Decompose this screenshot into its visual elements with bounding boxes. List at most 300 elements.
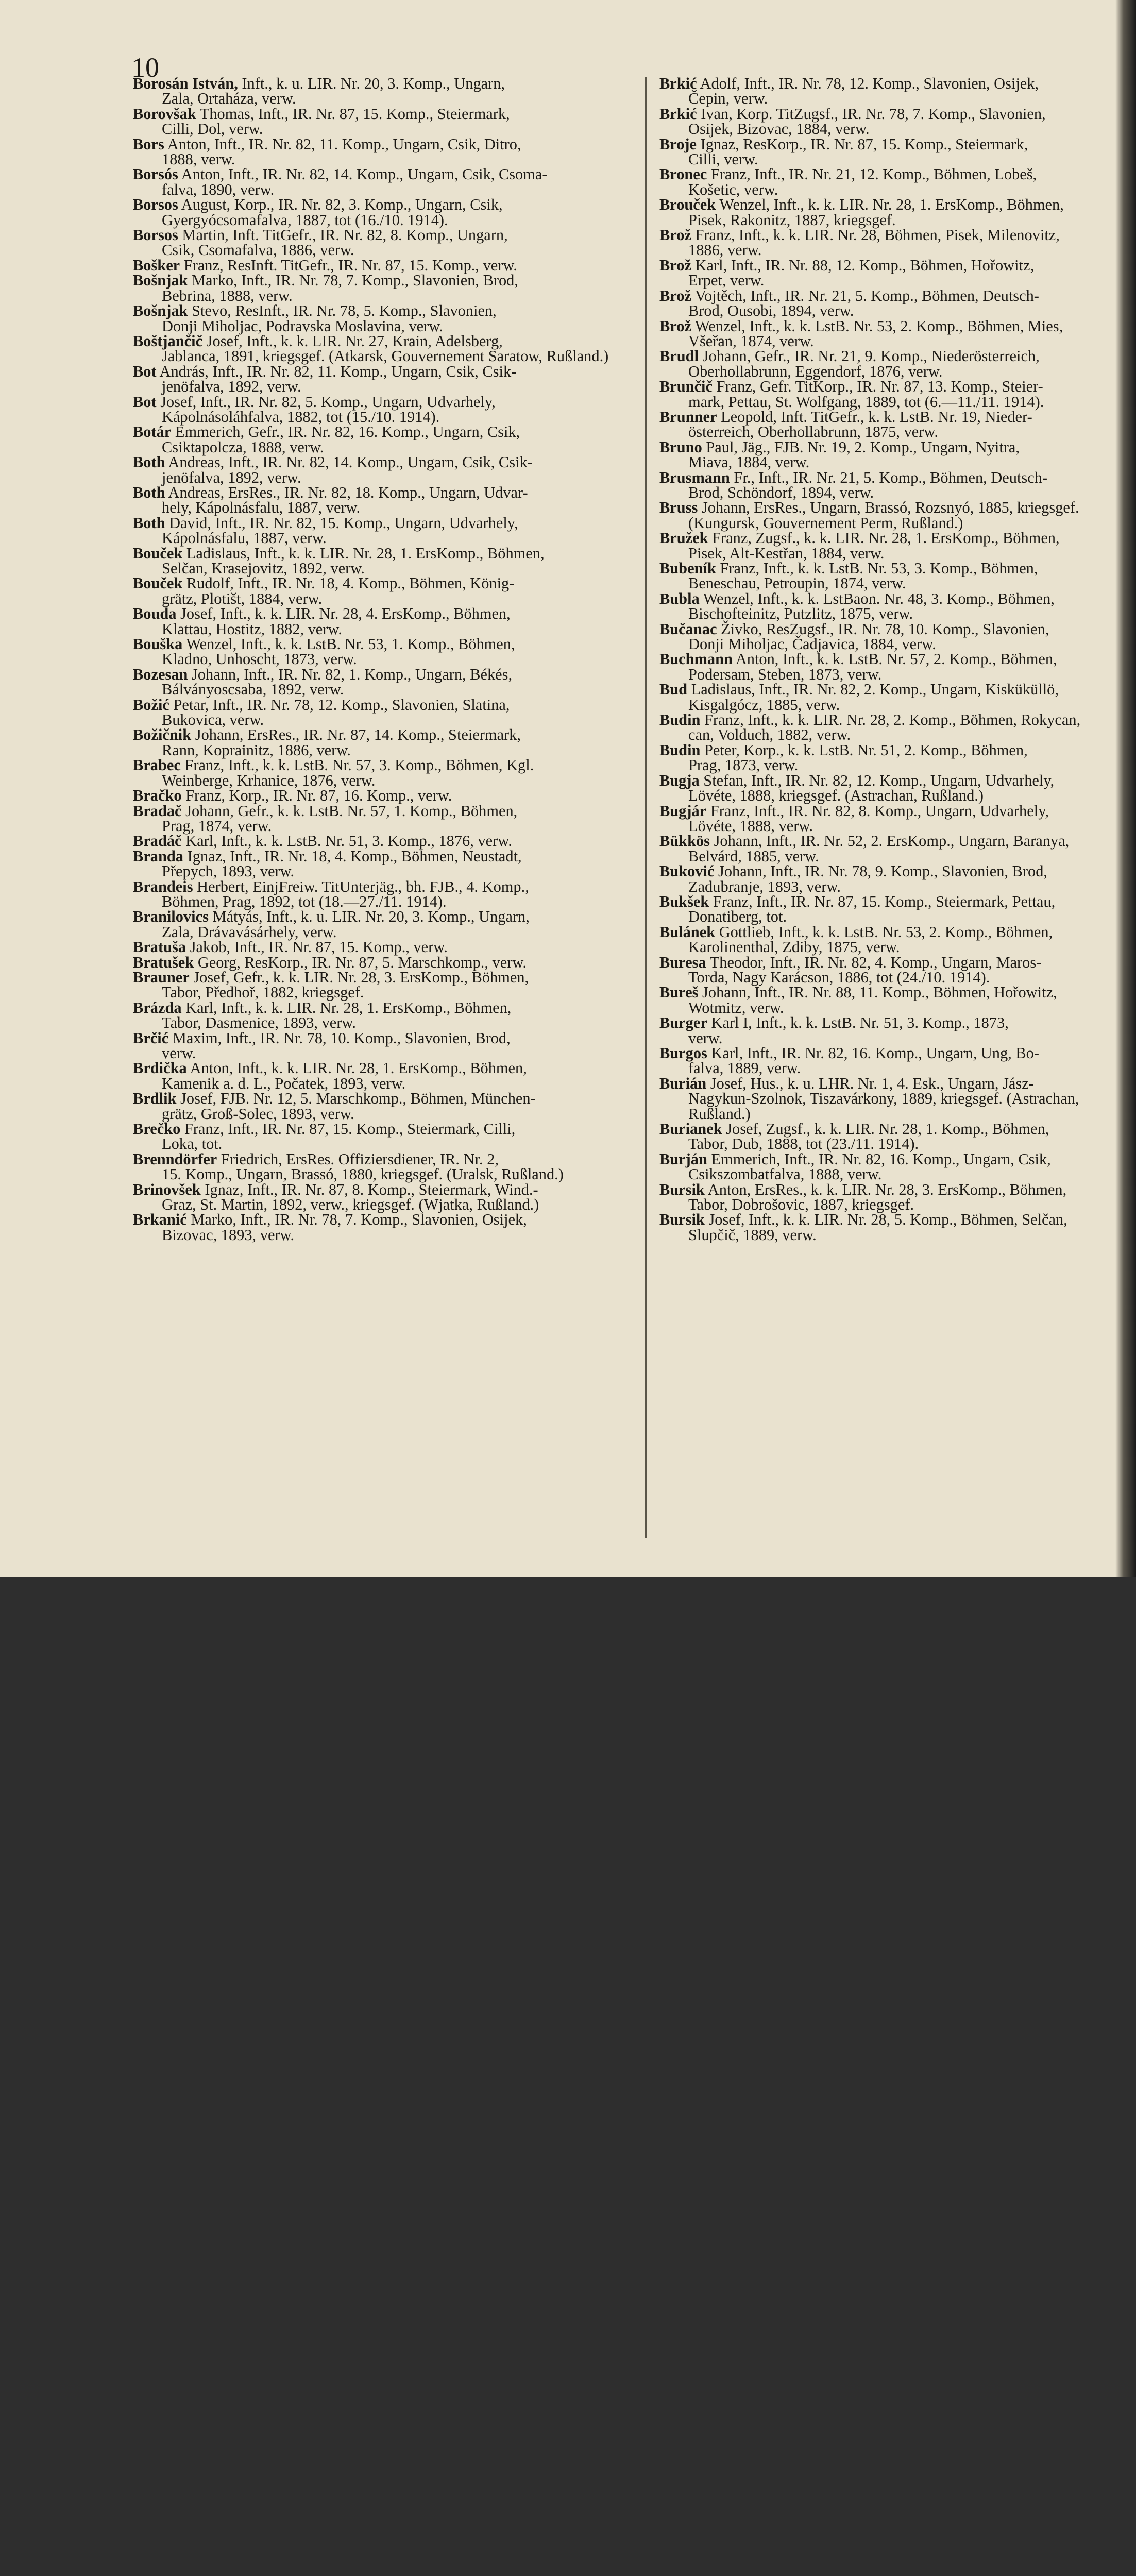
- entry-details: Josef, Gefr., k. k. LIR. Nr. 28, 3. ErsKomp., Böhmen,: [193, 968, 529, 986]
- entry-details: Franz, Korp., IR. Nr. 87, 16. Komp., verw.: [185, 787, 452, 805]
- entry-surname: Budin: [659, 741, 701, 759]
- entry-surname: Burianek: [659, 1120, 722, 1138]
- register-entry: [659, 773, 1126, 804]
- entry-continuation: jenöfalva, 1892, verw.: [162, 378, 301, 396]
- entry-details: Franz, Inft., k. k. LIR. Nr. 28, 2. Komp., Böhmen, Rokycan,: [704, 711, 1081, 729]
- entry-details: Maxim, Inft., IR. Nr. 78, 10. Komp., Slavonien, Brod,: [172, 1029, 511, 1047]
- entry-continuation: Tabor, Dasmenice, 1893, verw.: [162, 1014, 356, 1032]
- entry-surname: Bošnjak: [133, 272, 188, 290]
- register-entry: [133, 1212, 633, 1243]
- entry-surname: Burján: [659, 1150, 707, 1168]
- entry-continuation: Cilli, verw.: [688, 150, 758, 168]
- entry-continuation: Csiktapolcza, 1888, verw.: [162, 438, 324, 456]
- entry-surname: Bubeník: [659, 560, 716, 577]
- entry-details: Johann, Inft., IR. Nr. 82, 1. Komp., Ungarn, Békés,: [191, 665, 513, 683]
- register-entry: [133, 879, 633, 910]
- entry-continuation: Kamenik a. d. L., Počatek, 1893, verw.: [162, 1074, 406, 1092]
- register-entry: [659, 107, 1126, 137]
- register-entry: [659, 864, 1126, 894]
- entry-surname: Bruss: [659, 499, 698, 517]
- entry-surname: Buković: [659, 862, 715, 880]
- entry-surname: Brož: [659, 226, 691, 244]
- entry-surname: Broje: [659, 135, 697, 153]
- entry-surname: Bouda: [133, 605, 177, 623]
- entry-details: Ignaz, Inft., IR. Nr. 87, 8. Komp., Steiermark, Wind.-: [205, 1180, 538, 1198]
- entry-details: Franz, Inft., IR. Nr. 21, 12. Komp., Böhmen, Lobeš,: [710, 165, 1037, 183]
- entry-surname: Bud: [659, 681, 688, 699]
- register-entry: [659, 137, 1126, 167]
- register-entry: [659, 1182, 1126, 1213]
- register-entry: [659, 349, 1126, 379]
- entry-continuation: Bálványoscsaba, 1892, verw.: [162, 681, 344, 699]
- register-entry: [659, 804, 1126, 834]
- register-entry: [133, 364, 633, 395]
- entry-details: Josef, Inft., k. k. LIR. Nr. 28, 4. ErsKomp., Böhmen,: [180, 605, 511, 623]
- entry-details: Anton, Inft., IR. Nr. 82, 14. Komp., Ungarn, Csik, Csoma-: [181, 165, 548, 183]
- entry-surname: Bursik: [659, 1211, 705, 1229]
- register-entry: [133, 303, 633, 334]
- entry-details: Wenzel, Inft., k. k. LstB. Nr. 53, 1. Komp., Böhmen,: [186, 635, 515, 653]
- entry-surname: Brusmann: [659, 468, 730, 486]
- entry-continuation: 1888, verw.: [162, 150, 235, 168]
- entry-details: Petar, Inft., IR. Nr. 78, 12. Komp., Slavonien, Slatina,: [173, 696, 510, 714]
- entry-details: Marko, Inft., IR. Nr. 78, 7. Komp., Slavonien, Brod,: [192, 272, 518, 290]
- entry-surname: Brkanić: [133, 1211, 187, 1229]
- entry-continuation: mark, Pettau, St. Wolfgang, 1889, tot (6.—11./11. 1914).: [688, 393, 1044, 411]
- entry-details: Stevo, ResInft., IR. Nr. 78, 5. Komp., Slavonien,: [192, 302, 497, 320]
- entry-continuation: Donji Miholjac, Podravska Moslavina, verw.: [162, 317, 443, 335]
- entry-surname: Bouček: [133, 544, 183, 562]
- entry-surname: Botár: [133, 423, 172, 441]
- entry-surname: Brinovšek: [133, 1180, 201, 1198]
- left-column: [133, 76, 633, 1243]
- register-entry: [133, 758, 633, 788]
- register-entry: [133, 455, 633, 485]
- entry-continuation: (Kungursk, Gouvernement Perm, Rußland.): [688, 514, 963, 532]
- entry-details: Georg, ResKorp., IR. Nr. 87, 5. Marschkomp., verw.: [197, 953, 527, 971]
- entry-details: Rudolf, Inft., IR. Nr. 18, 4. Komp., Böhmen, König-: [186, 574, 515, 592]
- register-entry: [133, 76, 633, 107]
- entry-surname: Božičnik: [133, 726, 192, 744]
- entry-continuation: Bizovac, 1893, verw.: [162, 1226, 295, 1244]
- register-entry: [659, 682, 1126, 713]
- entry-details: Leopold, Inft. TitGefr., k. k. LstB. Nr. 19, Nieder-: [721, 408, 1032, 426]
- register-entry: [133, 788, 633, 803]
- entry-continuation: Tabor, Dub, 1888, tot (23./11. 1914).: [688, 1135, 919, 1153]
- register-entry: [133, 546, 633, 577]
- register-entry: [133, 998, 633, 1032]
- register-entry: [133, 167, 633, 197]
- entry-details: Wenzel, Inft., k. k. LIR. Nr. 28, 1. ErsKomp., Böhmen,: [719, 196, 1064, 214]
- entry-details: Josef, Inft., k. k. LIR. Nr. 28, 5. Komp., Böhmen, Selčan,: [708, 1211, 1067, 1229]
- entry-details: Ignaz, ResKorp., IR. Nr. 87, 15. Komp., Steiermark,: [700, 135, 1028, 153]
- register-entry: [659, 197, 1126, 228]
- entry-surname: Branilovics: [133, 908, 209, 926]
- entry-details: Johann, Inft., IR. Nr. 88, 11. Komp., Böhmen, Hořowitz,: [702, 984, 1057, 1002]
- entry-continuation: Erpet, verw.: [688, 272, 765, 290]
- entry-details: Paul, Jäg., FJB. Nr. 19, 2. Komp., Ungarn, Nyitra,: [706, 438, 1020, 456]
- entry-details: Peter, Korp., k. k. LstB. Nr. 51, 2. Komp., Böhmen,: [704, 741, 1028, 759]
- register-entry: [133, 727, 633, 758]
- entry-details: Herbert, EinjFreiw. TitUnterjäg., bh. FJB., 4. Komp.,: [197, 877, 529, 895]
- entry-surname: Bratuša: [133, 938, 186, 956]
- entry-details: Franz, Inft., IR. Nr. 82, 8. Komp., Ungarn, Udvarhely,: [710, 802, 1049, 820]
- entry-continuation: verw.: [688, 1029, 723, 1047]
- entry-details: Wenzel, Inft., k. k. LstBaon. Nr. 48, 3. Komp., Böhmen,: [703, 589, 1055, 607]
- register-entry: [659, 440, 1126, 470]
- entry-surname: Buchmann: [659, 650, 733, 668]
- entry-details: Inft., k. u. LIR. Nr. 20, 3. Komp., Ungarn,: [242, 75, 505, 92]
- entry-details: Karl I, Inft., k. k. LstB. Nr. 51, 3. Komp., 1873,: [711, 1014, 1009, 1032]
- register-entry: [659, 955, 1126, 986]
- entry-surname: Bratušek: [133, 953, 194, 971]
- register-entry: [133, 107, 633, 137]
- register-entry: [659, 985, 1126, 1015]
- entry-surname: Bružek: [659, 529, 708, 547]
- entry-continuation: Cilli, Dol, verw.: [162, 120, 263, 138]
- entry-surname: Bubla: [659, 589, 700, 607]
- entry-continuation: Beneschau, Petroupin, 1874, verw.: [688, 574, 906, 592]
- entry-continuation: Graz, St. Martin, 1892, verw., kriegsgef. (Wjatka, Rußland.): [162, 1196, 539, 1214]
- entry-details: Adolf, Inft., IR. Nr. 78, 12. Komp., Slavonien, Osijek,: [700, 76, 1039, 92]
- entry-details: Anton, Inft., k. k. LstB. Nr. 57, 2. Komp., Böhmen,: [735, 650, 1057, 668]
- entry-continuation: Karolinenthal, Zdiby, 1875, verw.: [688, 938, 900, 956]
- entry-continuation: Lövéte, 1888, verw.: [688, 817, 813, 835]
- entry-continuation: Přepych, 1893, verw.: [162, 862, 295, 880]
- entry-continuation: Nagykun-Szolnok, Tiszavárkony, 1889, kriegsgef. (Astrachan,: [688, 1090, 1079, 1108]
- entry-continuation: Brod, Ousobi, 1894, verw.: [688, 302, 854, 320]
- entry-continuation: Oberhollabrunn, Eggendorf, 1876, verw.: [688, 362, 943, 380]
- entry-surname: Brož: [659, 317, 691, 335]
- entry-surname: Borsos: [133, 226, 178, 244]
- entry-continuation: Bebrina, 1888, verw.: [162, 286, 293, 304]
- viewer-footer: [0, 1577, 1136, 1694]
- entry-continuation: Jablanca, 1891, kriegsgef. (Atkarsk, Gouvernement Saratow, Rußland.): [162, 347, 609, 365]
- entry-continuation: Kladno, Unhoscht, 1873, verw.: [162, 650, 357, 668]
- entry-surname: Bot: [133, 362, 157, 380]
- entry-details: Vojtěch, Inft., IR. Nr. 21, 5. Komp., Böhmen, Deutsch-: [694, 286, 1039, 304]
- entry-details: Friedrich, ErsRes. Offiziersdiener, IR. Nr. 2,: [221, 1150, 499, 1168]
- entry-details: Franz, Inft., IR. Nr. 87, 15. Komp., Steiermark, Cilli,: [184, 1120, 516, 1138]
- register-entry: [133, 334, 633, 364]
- entry-details: Josef, Zugsf., k. k. LIR. Nr. 28, 1. Komp., Böhmen,: [726, 1120, 1049, 1138]
- entry-continuation: Prag, 1873, verw.: [688, 756, 799, 774]
- entry-details: Franz, Inft., k. k. LstB. Nr. 57, 3. Komp., Böhmen, Kgl.: [184, 756, 534, 774]
- entry-continuation: Zala, Drávavásárhely, verw.: [162, 923, 337, 941]
- register-entry: [133, 258, 633, 273]
- register-entry: [133, 1031, 633, 1061]
- register-entry: [659, 1107, 1126, 1122]
- entry-details: Franz, Inft., k. k. LIR. Nr. 28, Böhmen, Pisek, Milenovitz,: [695, 226, 1060, 244]
- register-entry: [659, 925, 1126, 955]
- entry-continuation: Weinberge, Krhanice, 1876, verw.: [162, 771, 376, 789]
- entry-surname: Bugjár: [659, 802, 707, 820]
- entry-details: Ladislaus, Inft., IR. Nr. 82, 2. Komp., Ungarn, Kisküküllö,: [691, 681, 1059, 699]
- entry-continuation: Kápolnásoláhfalva, 1882, tot (15./10. 1914).: [162, 408, 440, 426]
- entry-continuation: 15. Komp., Ungarn, Brassó, 1880, kriegsgef. (Uralsk, Rußland.): [162, 1165, 564, 1183]
- entry-continuation: Loka, tot.: [162, 1135, 223, 1153]
- entry-details: Franz, ResInft. TitGefr., IR. Nr. 87, 15. Komp., verw.: [183, 256, 517, 274]
- entry-continuation: Kápolnásfalu, 1887, verw.: [162, 529, 327, 547]
- register-entry: [659, 713, 1126, 743]
- register-entry: [133, 955, 633, 970]
- page-number: 10: [131, 52, 159, 83]
- entry-continuation: grätz, Groß-Solec, 1893, verw.: [162, 1105, 354, 1123]
- entry-continuation: Osijek, Bizovac, 1884, verw.: [688, 120, 870, 138]
- register-entry: [659, 652, 1126, 682]
- register-entry: [133, 228, 633, 258]
- register-entry: [659, 743, 1126, 773]
- entry-surname: Brudl: [659, 347, 699, 365]
- entry-details: Johann, ErsRes., Ungarn, Brassó, Rozsnyó, 1885, kriegsgef.: [701, 499, 1079, 517]
- entry-details: András, Inft., IR. Nr. 82, 11. Komp., Ungarn, Csik, Csik-: [159, 362, 517, 380]
- entry-surname: Brož: [659, 286, 691, 304]
- entry-surname: Bükkös: [659, 832, 710, 850]
- entry-details: Karl, Inft., IR. Nr. 88, 12. Komp., Böhmen, Hořowitz,: [695, 256, 1035, 274]
- register-entry: [133, 667, 633, 698]
- register-entry: [659, 1212, 1126, 1243]
- entry-surname: Brkić: [659, 105, 697, 123]
- entry-details: David, Inft., IR. Nr. 82, 15. Komp., Ungarn, Udvarhely,: [169, 514, 518, 532]
- register-entry: [133, 970, 633, 1001]
- entry-details: Gottlieb, Inft., k. k. LstB. Nr. 53, 2. Komp., Böhmen,: [719, 923, 1053, 941]
- entry-surname: Borovšak: [133, 105, 196, 123]
- register-entry: [133, 1091, 633, 1122]
- register-entry: [133, 395, 633, 425]
- register-entry: [659, 410, 1126, 440]
- register-entry: [133, 1122, 633, 1152]
- entry-surname: Burián: [659, 1074, 707, 1092]
- entry-details: Franz, Zugsf., k. k. LIR. Nr. 28, 1. ErsKomp., Böhmen,: [712, 529, 1060, 547]
- entry-surname: Brauner: [133, 968, 190, 986]
- entry-surname: Buresa: [659, 953, 706, 971]
- register-entry: [133, 485, 633, 516]
- entry-continuation: falva, 1890, verw.: [162, 180, 275, 198]
- register-entry: [133, 197, 633, 228]
- register-entry: [659, 500, 1126, 531]
- entry-continuation: Csikszombatfalva, 1888, verw.: [688, 1165, 882, 1183]
- entry-details: Anton, Inft., k. k. LIR. Nr. 28, 1. ErsKomp., Böhmen,: [190, 1059, 527, 1077]
- entry-surname: Brečko: [133, 1120, 181, 1138]
- entry-surname: Brčić: [133, 1029, 169, 1047]
- entry-continuation: jenöfalva, 1892, verw.: [162, 468, 301, 486]
- register-entry: [133, 1061, 633, 1091]
- register-entry: [659, 591, 1126, 622]
- entry-surname: Bursik: [659, 1180, 705, 1198]
- register-entry: [659, 1046, 1126, 1076]
- entry-details: Johann, Gefr., k. k. LstB. Nr. 57, 1. Komp., Böhmen,: [185, 802, 518, 820]
- entry-surname: Burger: [659, 1014, 707, 1032]
- entry-surname: Bošnjak: [133, 302, 188, 320]
- register-entry: [659, 228, 1126, 258]
- entry-continuation: Donji Miholjac, Čadjavica, 1884, verw.: [688, 635, 936, 653]
- entry-surname: Brož: [659, 256, 691, 274]
- entry-continuation: Csik, Csomafalva, 1886, verw.: [162, 241, 354, 259]
- entry-continuation: falva, 1889, verw.: [688, 1059, 801, 1077]
- register-entry: [133, 834, 633, 849]
- entry-continuation: Lövéte, 1888, kriegsgef. (Astrachan, Rußland.): [688, 787, 984, 805]
- register-entry: [659, 379, 1126, 410]
- entry-details: Josef, Inft., IR. Nr. 82, 5. Komp., Ungarn, Udvarhely,: [160, 393, 496, 411]
- entry-details: Franz, Gefr. TitKorp., IR. Nr. 87, 13. Komp., Steier-: [716, 378, 1043, 396]
- register-entry: [133, 425, 633, 455]
- entry-surname: Brabec: [133, 756, 181, 774]
- entry-details: Theodor, Inft., IR. Nr. 82, 4. Komp., Ungarn, Maros-: [709, 953, 1042, 971]
- register-entry: [659, 167, 1126, 197]
- entry-surname: Bučanac: [659, 620, 717, 638]
- entry-surname: Bradáč: [133, 832, 182, 850]
- entry-surname: Bronec: [659, 165, 707, 183]
- entry-continuation: hely, Kápolnásfalu, 1887, verw.: [162, 499, 361, 517]
- entry-details: Andreas, ErsRes., IR. Nr. 82, 18. Komp., Ungarn, Udvar-: [168, 483, 528, 501]
- entry-continuation: Donatiberg, tot.: [688, 908, 787, 926]
- entry-details: Franz, Inft., IR. Nr. 87, 15. Komp., Steiermark, Pettau,: [713, 892, 1056, 910]
- entry-surname: Bošker: [133, 256, 180, 274]
- entry-details: Ivan, Korp. TitZugsf., IR. Nr. 78, 7. Komp., Slavonien,: [701, 105, 1046, 123]
- entry-continuation: Bukovica, verw.: [162, 711, 264, 729]
- entry-surname: Bračko: [133, 787, 182, 805]
- entry-surname: Bruno: [659, 438, 702, 456]
- entry-surname: Bozesan: [133, 665, 188, 683]
- entry-surname: Bukšek: [659, 892, 709, 910]
- entry-surname: Brouček: [659, 196, 716, 214]
- entry-continuation: Brod, Schöndorf, 1894, verw.: [688, 483, 874, 501]
- entry-continuation: Belvárd, 1885, verw.: [688, 847, 819, 865]
- entry-continuation: Tabor, Dobrošovic, 1887, kriegsgef.: [688, 1196, 914, 1214]
- register-entry: [133, 940, 633, 955]
- register-entry: [133, 804, 633, 834]
- entry-surname: Boštjančič: [133, 332, 203, 350]
- register-entry: [133, 637, 633, 667]
- entry-details: Anton, ErsRes., k. k. LIR. Nr. 28, 3. ErsKomp., Böhmen,: [707, 1180, 1067, 1198]
- entry-details: Stefan, Inft., IR. Nr. 82, 12. Komp., Ungarn, Udvarhely,: [703, 771, 1055, 789]
- register-entry: [659, 1152, 1126, 1182]
- entry-details: Fr., Inft., IR. Nr. 21, 5. Komp., Böhmen, Deutsch-: [734, 468, 1048, 486]
- entry-details: Johann, Inft., IR. Nr. 78, 9. Komp., Slavonien, Brod,: [718, 862, 1048, 880]
- entry-details: Anton, Inft., IR. Nr. 82, 11. Komp., Ungarn, Csik, Ditro,: [167, 135, 521, 153]
- entry-details: Jakob, Inft., IR. Nr. 87, 15. Komp., verw.: [190, 938, 448, 956]
- entry-continuation: Podersam, Steben, 1873, verw.: [688, 665, 882, 683]
- entry-surname: Bulánek: [659, 923, 716, 941]
- entry-details: Emmerich, Inft., IR. Nr. 82, 16. Komp., Ungarn, Csik,: [711, 1150, 1051, 1168]
- register-entry: [659, 319, 1126, 349]
- entry-surname: Both: [133, 514, 165, 532]
- entry-continuation: Čepin, verw.: [688, 90, 768, 108]
- entry-details: Josef, Inft., k. k. LIR. Nr. 27, Krain, Adelsberg,: [206, 332, 503, 350]
- entry-details: Martin, Inft. TitGefr., IR. Nr. 82, 8. Komp., Ungarn,: [182, 226, 508, 244]
- entry-surname: Brandeis: [133, 877, 193, 895]
- register-entry: [133, 576, 633, 606]
- entry-details: Wenzel, Inft., k. k. LstB. Nr. 53, 2. Komp., Böhmen, Mies,: [694, 317, 1063, 335]
- entry-continuation: Torda, Nagy Karácson, 1886, tot (24./10. 1914).: [688, 968, 990, 986]
- register-entry: [659, 286, 1126, 320]
- register-entry: [133, 606, 633, 637]
- entry-continuation: Pisek, Alt-Kestřan, 1884, verw.: [688, 544, 885, 562]
- entry-surname: Budin: [659, 711, 701, 729]
- entry-surname: Bugja: [659, 771, 700, 789]
- register-entry: [133, 516, 633, 546]
- register-entry: [133, 1182, 633, 1213]
- entry-details: Karl, Inft., k. k. LstB. Nr. 51, 3. Komp., 1876, verw.: [185, 832, 512, 850]
- entry-continuation: Miava, 1884, verw.: [688, 453, 810, 471]
- entry-details: August, Korp., IR. Nr. 82, 3. Komp., Ungarn, Csik,: [181, 196, 503, 214]
- entry-surname: Bouška: [133, 635, 183, 653]
- entry-continuation: Klattau, Hostitz, 1882, verw.: [162, 620, 342, 638]
- entry-details: Karl, Inft., k. k. LIR. Nr. 28, 1. ErsKomp., Böhmen,: [185, 998, 512, 1016]
- entry-surname: Brunner: [659, 408, 717, 426]
- entry-surname: Borsos: [133, 196, 178, 214]
- entry-surname: Božić: [133, 696, 169, 714]
- entry-continuation: Wotmitz, verw.: [688, 998, 784, 1016]
- entry-details: Johann, Gefr., IR. Nr. 21, 9. Komp., Niederösterreich,: [702, 347, 1040, 365]
- entry-surname: Bradač: [133, 802, 182, 820]
- entry-details: Ignaz, Inft., IR. Nr. 18, 4. Komp., Böhmen, Neustadt,: [187, 847, 522, 865]
- register-entry: [659, 1015, 1126, 1046]
- register-entry: [659, 258, 1126, 289]
- entry-continuation: Košetic, verw.: [688, 180, 778, 198]
- entry-details: Mátyás, Inft., k. u. LIR. Nr. 20, 3. Komp., Ungarn,: [212, 908, 530, 926]
- register-entry: [659, 894, 1126, 925]
- entry-surname: Burgos: [659, 1044, 707, 1062]
- entry-continuation: verw.: [162, 1044, 196, 1062]
- entry-continuation: Zadubranje, 1893, verw.: [688, 877, 841, 895]
- register-entry: [133, 849, 633, 879]
- entry-continuation: Gyergyócsomafalva, 1887, tot (16./10. 1914).: [162, 211, 448, 229]
- column-divider: [645, 77, 647, 1538]
- entry-surname: Bors: [133, 135, 164, 153]
- entry-continuation: can, Volduch, 1882, verw.: [688, 726, 851, 744]
- register-entry: [659, 531, 1126, 561]
- entry-details: Ladislaus, Inft., k. k. LIR. Nr. 28, 1. ErsKomp., Böhmen,: [186, 544, 545, 562]
- entry-continuation: grätz, Plotišt, 1884, verw.: [162, 589, 323, 607]
- entry-continuation: Kisgalgócz, 1885, verw.: [688, 696, 840, 714]
- entry-continuation: Böhmen, Prag, 1892, tot (18.—27./11. 1914).: [162, 892, 447, 910]
- entry-continuation: Zala, Ortaháza, verw.: [162, 90, 296, 108]
- entry-details: Josef, FJB. Nr. 12, 5. Marschkomp., Böhmen, München-: [180, 1090, 536, 1108]
- register-entry: [659, 1076, 1126, 1107]
- entry-continuation: Bischofteinitz, Putzlitz, 1875, verw.: [688, 605, 913, 623]
- entry-surname: Borsós: [133, 165, 178, 183]
- entry-surname: Brenndörfer: [133, 1150, 217, 1168]
- entry-continuation: Rann, Koprainitz, 1886, verw.: [162, 741, 351, 759]
- right-column: [659, 76, 1126, 1243]
- entry-surname: Borosán István,: [133, 75, 238, 92]
- entry-continuation: Prag, 1874, verw.: [162, 817, 272, 835]
- register-entry: [659, 470, 1126, 501]
- entry-surname: Brkić: [659, 76, 697, 92]
- register-entry: [133, 1152, 633, 1182]
- register-entry: [659, 834, 1126, 864]
- entry-details: Johann, Inft., IR. Nr. 52, 2. ErsKomp., Ungarn, Baranya,: [714, 832, 1070, 850]
- register-entry: [659, 76, 1126, 107]
- entry-details: Andreas, Inft., IR. Nr. 82, 14. Komp., Ungarn, Csik, Csik-: [168, 453, 533, 471]
- register-entry: [133, 273, 633, 303]
- entry-details: Emmerich, Gefr., IR. Nr. 82, 16. Komp., Ungarn, Csik,: [175, 423, 520, 441]
- register-entry: [659, 622, 1126, 652]
- entry-surname: Brdlik: [133, 1090, 177, 1108]
- entry-surname: Both: [133, 483, 165, 501]
- entry-surname: Both: [133, 453, 165, 471]
- entry-details: Marko, Inft., IR. Nr. 78, 7. Komp., Slavonien, Osijek,: [191, 1211, 527, 1229]
- entry-continuation: Selčan, Krasejovitz, 1892, verw.: [162, 560, 365, 577]
- entry-continuation: Rußland.): [688, 1105, 751, 1123]
- entry-surname: Bot: [133, 393, 157, 411]
- entry-details: Franz, Inft., k. k. LstB. Nr. 53, 3. Komp., Böhmen,: [720, 560, 1038, 577]
- entry-details: Živko, ResZugsf., IR. Nr. 78, 10. Komp., Slavonien,: [721, 620, 1049, 638]
- entry-details: Josef, Hus., k. u. LHR. Nr. 1, 4. Esk., Ungarn, Jász-: [710, 1074, 1034, 1092]
- entry-continuation: österreich, Oberhollabrunn, 1875, verw.: [688, 423, 938, 441]
- entry-surname: Brunčič: [659, 378, 713, 396]
